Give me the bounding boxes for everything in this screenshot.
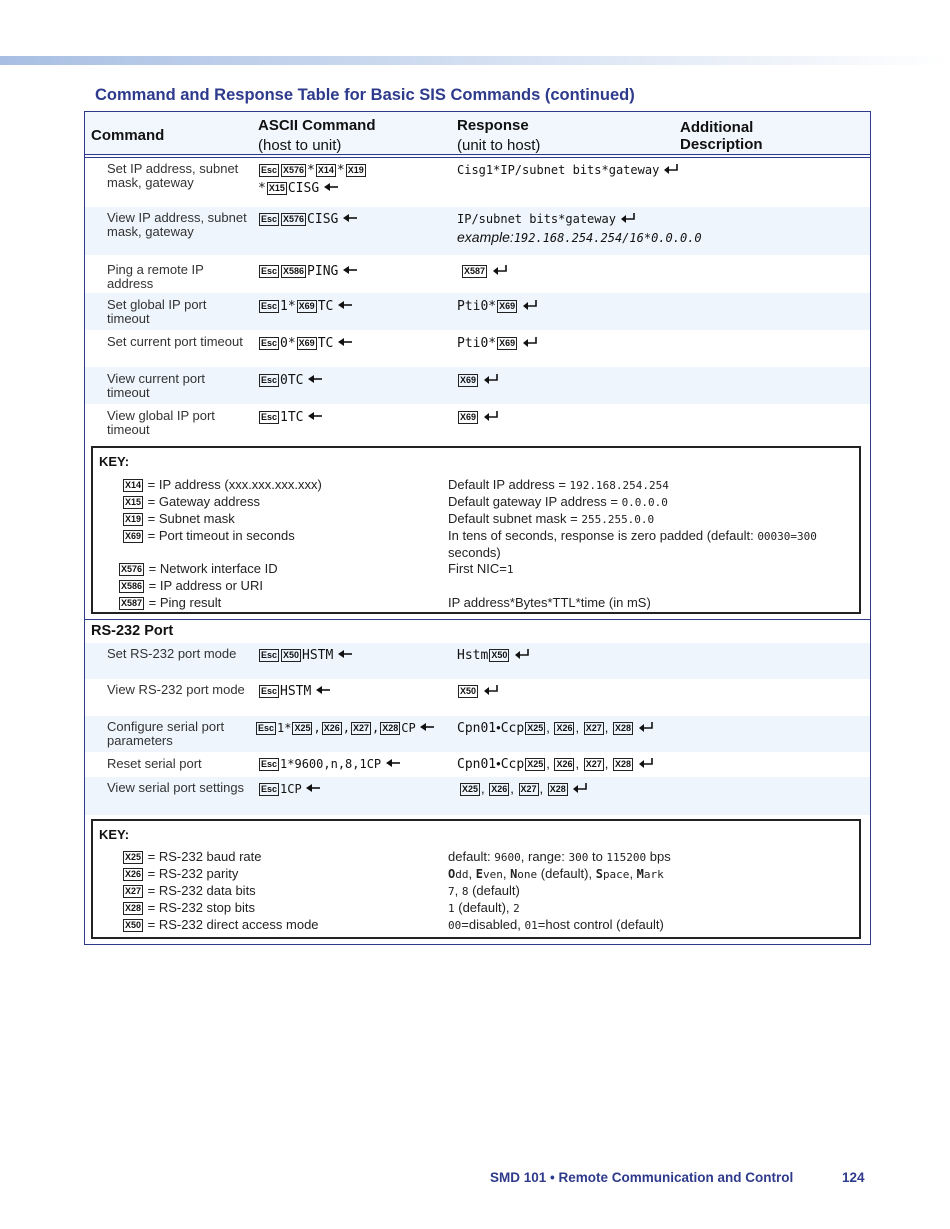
var-box: X25 — [462, 784, 479, 794]
note-text: , — [454, 883, 462, 898]
key-note-parity — [448, 866, 858, 883]
token: , — [604, 756, 612, 771]
key-title: KEY: — [99, 827, 130, 842]
note-value: 255.255.0.0 — [581, 513, 655, 526]
note-value: 192.168.254.254 — [569, 479, 669, 492]
note-text: , — [468, 866, 476, 881]
var-box: X69 — [298, 301, 315, 311]
note-value: ven — [482, 868, 503, 881]
return-arrow-icon — [483, 411, 499, 421]
token: , — [546, 756, 554, 771]
var-box: X50 — [491, 650, 508, 660]
key-desc: = Subnet mask — [147, 511, 235, 526]
token: Pti0* — [457, 299, 497, 314]
enter-arrow-icon — [305, 783, 321, 793]
table-row — [85, 777, 870, 815]
var-box: X26 — [556, 759, 573, 769]
token: PING — [307, 264, 339, 279]
var-box: X69 — [125, 531, 142, 541]
token: , — [371, 721, 380, 735]
response — [459, 780, 588, 798]
token: IP/subnet bits*gateway — [457, 212, 616, 226]
command-label: Ping a remote IP address — [107, 262, 204, 291]
key-note-access — [448, 917, 858, 934]
note-text: (default), — [454, 900, 514, 915]
esc-key: Esc — [261, 686, 278, 696]
table-row — [85, 293, 870, 330]
response — [457, 719, 654, 738]
header-response-title: Response — [457, 117, 529, 134]
example-word: example: — [457, 229, 514, 245]
command-label: Set global IP port timeout — [107, 297, 207, 326]
esc-key: Esc — [261, 375, 278, 385]
note-value: 0.0.0.0 — [621, 496, 668, 509]
token: , — [546, 720, 554, 735]
esc-key: Esc — [261, 338, 278, 348]
key-item — [122, 917, 319, 933]
note-value: S — [595, 867, 603, 881]
token: HSTM — [280, 684, 312, 699]
section-rule — [85, 619, 870, 620]
response — [457, 682, 499, 700]
token: 1* — [277, 721, 292, 735]
key-note — [448, 477, 858, 494]
note-value: N — [510, 867, 518, 881]
note-value: 115200 — [606, 851, 647, 864]
note-value: M — [636, 867, 644, 881]
response — [457, 646, 530, 665]
command-table — [84, 111, 871, 945]
header-ascii-title: ASCII Command — [258, 117, 376, 134]
esc-key: Esc — [261, 301, 278, 311]
command-label: Set RS-232 port mode — [107, 646, 237, 661]
note-value: 1 — [448, 902, 455, 915]
ascii-command — [258, 646, 353, 665]
table-row — [85, 752, 870, 777]
key-desc: = Ping result — [148, 595, 222, 610]
key-desc: = IP address (xxx.xxx.xxx.xxx) — [147, 477, 322, 492]
page-title: Command and Response Table for Basic SIS Commands (continued) — [95, 86, 635, 104]
key-note — [448, 528, 858, 561]
command-label: Set current port timeout — [107, 334, 243, 349]
token: Cisg1*IP/subnet bits*gateway — [457, 163, 660, 177]
token: 1 — [280, 410, 288, 425]
note-end: seconds) — [448, 545, 501, 560]
command-label: View global IP port timeout — [107, 408, 215, 437]
enter-arrow-icon — [307, 374, 323, 384]
note-text: default: — [448, 849, 495, 864]
header-rule-1 — [85, 154, 870, 155]
token: TC — [287, 373, 304, 388]
header-response-sub: (unit to host) — [457, 137, 541, 154]
bullet-dot-icon: • — [496, 720, 501, 735]
token: TC — [317, 299, 334, 314]
token: CISG — [287, 181, 320, 196]
response — [457, 755, 654, 774]
table-row — [85, 679, 870, 716]
command-label: View RS-232 port mode — [107, 682, 245, 697]
enter-arrow-icon — [315, 685, 331, 695]
key-item — [122, 866, 238, 882]
var-box: X69 — [460, 375, 477, 385]
token: * — [307, 163, 315, 178]
return-arrow-icon — [522, 300, 538, 310]
key-title: KEY: — [99, 454, 130, 469]
var-box: X25 — [527, 759, 544, 769]
token: 1* — [280, 299, 296, 314]
var-box: X586 — [121, 581, 143, 591]
note-text: Default subnet mask = — [448, 511, 582, 526]
var-box: X27 — [585, 759, 602, 769]
var-box: X587 — [121, 598, 143, 608]
key-desc: = Network interface ID — [148, 561, 278, 576]
token: , — [481, 781, 489, 796]
note-value: E — [475, 867, 483, 881]
key-note — [448, 511, 858, 528]
note-value: 7 — [448, 885, 455, 898]
example-value: 192.168.254.254/16*0.0.0.0 — [513, 231, 702, 245]
command-label: View current port timeout — [107, 371, 206, 400]
token: 0 — [280, 373, 288, 388]
var-box: X28 — [614, 723, 631, 733]
token: , — [539, 781, 547, 796]
enter-arrow-icon — [385, 758, 401, 768]
token: , — [575, 756, 583, 771]
enter-arrow-icon — [342, 265, 358, 275]
note-text: bps — [646, 849, 671, 864]
return-arrow-icon — [663, 164, 679, 174]
key-item — [122, 528, 295, 544]
table-row — [85, 643, 870, 679]
key-note-baud — [448, 849, 858, 866]
var-box: X28 — [549, 784, 566, 794]
note-text: , — [502, 866, 511, 881]
return-arrow-icon — [492, 265, 508, 275]
note-text: Default gateway IP address = — [448, 494, 622, 509]
key-box-network — [91, 446, 861, 614]
note-text: , — [629, 866, 637, 881]
key-item — [122, 883, 256, 899]
note-value: 1 — [506, 563, 514, 576]
command-label: View IP address, subnet mask, gateway — [107, 210, 247, 239]
token: , — [313, 721, 321, 735]
var-box: X19 — [347, 165, 364, 175]
var-box: X25 — [125, 852, 142, 862]
note-text: to — [588, 849, 607, 864]
note-value: 00 — [448, 919, 462, 932]
esc-key: Esc — [258, 723, 275, 733]
ascii-command-cont — [258, 179, 339, 198]
command-label: Set IP address, subnet mask, gateway — [107, 161, 239, 190]
response — [461, 262, 508, 280]
token: CP — [401, 721, 416, 735]
note-text: First NIC= — [448, 561, 507, 576]
header-additional-1: Additional — [680, 119, 754, 136]
var-box: X19 — [125, 514, 142, 524]
token: , — [510, 781, 518, 796]
token: CP — [287, 782, 302, 796]
var-box: X50 — [283, 650, 300, 660]
ascii-command — [258, 408, 323, 427]
key-item — [122, 511, 235, 527]
var-box: X69 — [499, 301, 516, 311]
ascii-command — [258, 334, 353, 353]
key-desc: = IP address or URI — [148, 578, 263, 593]
token: , — [604, 720, 612, 735]
key-desc: = RS-232 baud rate — [147, 849, 262, 864]
note-text: =host control (default) — [537, 917, 664, 932]
key-note-stopbits — [448, 900, 858, 917]
var-box: X69 — [499, 338, 516, 348]
note-text: , range: — [520, 849, 569, 864]
esc-key: Esc — [261, 784, 278, 794]
var-box: X28 — [382, 723, 399, 733]
key-desc: = RS-232 data bits — [147, 883, 256, 898]
command-label: Reset serial port — [107, 756, 202, 771]
table-header — [85, 112, 870, 156]
esc-key: Esc — [261, 214, 278, 224]
note-text: IP address*Bytes*TTL*time (in mS) — [448, 595, 651, 610]
esc-key: Esc — [261, 650, 278, 660]
enter-arrow-icon — [419, 722, 435, 732]
return-arrow-icon — [638, 722, 654, 732]
page-number: 124 — [842, 1170, 865, 1185]
note-value: 300 — [568, 851, 589, 864]
return-arrow-icon — [572, 783, 588, 793]
token: TC — [317, 336, 334, 351]
note-text: (default), — [537, 866, 596, 881]
note-text: In tens of seconds, response is zero padded (default: — [448, 528, 758, 543]
token: 1 — [280, 782, 288, 796]
token: Hstm — [457, 648, 489, 663]
esc-key: Esc — [261, 759, 278, 769]
esc-key: Esc — [261, 165, 278, 175]
var-box: X576 — [283, 165, 305, 175]
note-value: ark — [643, 868, 664, 881]
return-arrow-icon — [620, 213, 636, 223]
enter-arrow-icon — [337, 337, 353, 347]
key-note — [448, 561, 858, 578]
key-desc: = Gateway address — [147, 494, 261, 509]
var-box: X26 — [125, 869, 142, 879]
var-box: X25 — [527, 723, 544, 733]
note-text: (default) — [468, 883, 520, 898]
command-label: View serial port settings — [107, 780, 245, 795]
table-row — [85, 159, 870, 207]
var-box: X28 — [614, 759, 631, 769]
table-row — [85, 404, 870, 444]
token: , — [575, 720, 583, 735]
note-value: one — [517, 868, 538, 881]
footer-text: SMD 101 • Remote Communication and Control — [490, 1170, 794, 1185]
note-text: =disabled, — [461, 917, 525, 932]
token: 1*9600,n,8,1CP — [280, 757, 382, 771]
command-label: Configure serial port parameters — [107, 719, 225, 748]
note-value: O — [448, 867, 456, 881]
token: * — [258, 181, 266, 196]
response-example — [457, 228, 702, 247]
key-item — [118, 561, 278, 577]
esc-key: Esc — [261, 266, 278, 276]
var-box: X27 — [585, 723, 602, 733]
var-box: X26 — [323, 723, 340, 733]
key-desc: = RS-232 parity — [147, 866, 239, 881]
var-box: X26 — [556, 723, 573, 733]
note-value: pace — [602, 868, 630, 881]
key-item — [122, 849, 261, 865]
return-arrow-icon — [483, 374, 499, 384]
enter-arrow-icon — [342, 213, 358, 223]
token: 0* — [280, 336, 296, 351]
response — [457, 210, 636, 228]
var-box: X50 — [460, 686, 477, 696]
token: * — [336, 163, 345, 178]
var-box: X25 — [294, 723, 311, 733]
key-box-rs232 — [91, 819, 861, 939]
note-value: 00030=300 — [757, 530, 817, 543]
note-text: Default IP address = — [448, 477, 570, 492]
note-value: 01 — [524, 919, 538, 932]
token: Pti0* — [457, 336, 497, 351]
var-box: X14 — [317, 165, 334, 175]
token: Ccp — [500, 721, 525, 736]
ascii-command — [258, 755, 401, 773]
enter-arrow-icon — [323, 182, 339, 192]
header-rule-2 — [85, 157, 870, 158]
var-box: X14 — [125, 480, 142, 490]
key-desc: = RS-232 direct access mode — [147, 917, 319, 932]
note-value: 8 — [461, 885, 469, 898]
var-box: X26 — [491, 784, 508, 794]
response — [457, 297, 538, 316]
token: , — [342, 721, 350, 735]
var-box: X69 — [460, 412, 477, 422]
response — [457, 334, 538, 353]
table-row — [85, 330, 870, 367]
header-command: Command — [91, 127, 165, 144]
header-additional-2: Description — [680, 136, 763, 153]
token: Cpn01 — [457, 721, 497, 736]
ascii-command — [258, 780, 321, 798]
ascii-command — [258, 371, 323, 390]
var-box: X576 — [283, 214, 305, 224]
ascii-command — [258, 262, 358, 281]
esc-key: Esc — [261, 412, 278, 422]
enter-arrow-icon — [337, 300, 353, 310]
token: CISG — [307, 212, 339, 227]
key-item — [118, 595, 221, 611]
token: HSTM — [302, 648, 334, 663]
key-item — [122, 477, 322, 493]
var-box: X576 — [121, 564, 143, 574]
var-box: X28 — [125, 903, 142, 913]
return-arrow-icon — [638, 758, 654, 768]
return-arrow-icon — [514, 649, 530, 659]
note-value: 9600 — [494, 851, 521, 864]
var-box: X15 — [268, 183, 285, 193]
ascii-command — [258, 210, 358, 229]
response — [457, 371, 499, 389]
ascii-command — [258, 682, 331, 701]
key-note — [448, 494, 858, 511]
table-row — [85, 207, 870, 255]
ascii-command — [258, 297, 353, 316]
token: TC — [287, 410, 304, 425]
table-row — [85, 716, 870, 752]
top-gradient-band — [0, 56, 950, 65]
return-arrow-icon — [483, 685, 499, 695]
token: Cpn01 — [457, 757, 497, 772]
return-arrow-icon — [522, 337, 538, 347]
key-desc: = Port timeout in seconds — [147, 528, 295, 543]
var-box: X15 — [125, 497, 142, 507]
var-box: X27 — [125, 886, 142, 896]
var-box: X587 — [464, 266, 486, 276]
note-value: 2 — [513, 902, 520, 915]
note-value: dd — [455, 868, 469, 881]
var-box: X27 — [352, 723, 369, 733]
ascii-command — [258, 161, 367, 180]
key-item — [122, 494, 260, 510]
table-row — [85, 367, 870, 404]
table-row — [85, 255, 870, 293]
var-box: X50 — [125, 920, 142, 930]
var-box: X69 — [298, 338, 315, 348]
key-note-databits — [448, 883, 858, 900]
bullet-dot-icon: • — [496, 756, 501, 771]
var-box: X27 — [520, 784, 537, 794]
key-desc: = RS-232 stop bits — [147, 900, 255, 915]
ascii-command — [255, 719, 435, 737]
key-item — [122, 900, 255, 916]
key-item — [118, 578, 263, 594]
var-box: X586 — [283, 266, 305, 276]
key-note — [448, 595, 858, 611]
header-ascii-sub: (host to unit) — [258, 137, 342, 154]
response — [457, 161, 679, 179]
enter-arrow-icon — [337, 649, 353, 659]
token: Ccp — [500, 757, 525, 772]
response — [457, 408, 499, 426]
enter-arrow-icon — [307, 411, 323, 421]
section-title: RS-232 Port — [91, 623, 174, 639]
